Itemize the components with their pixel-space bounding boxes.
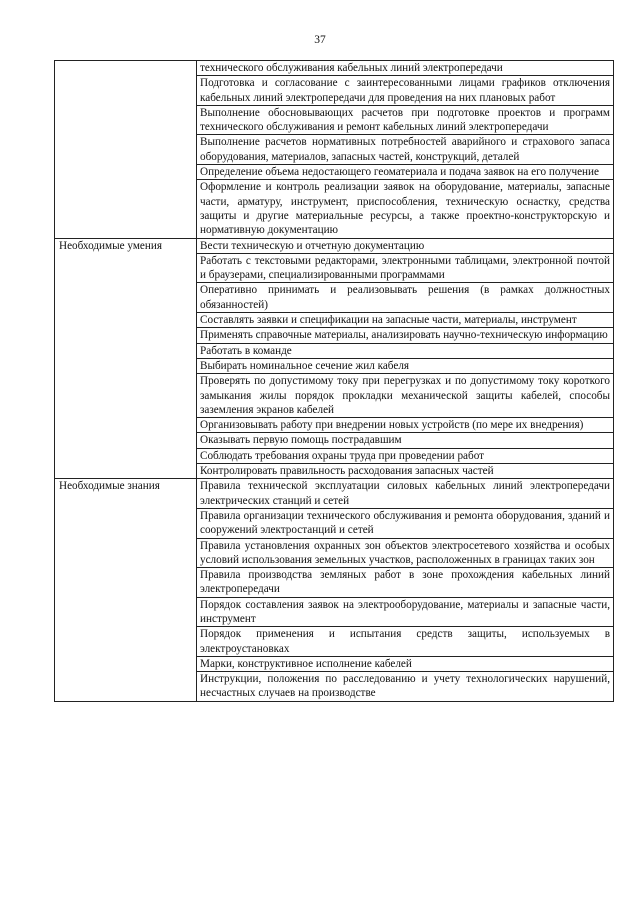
table-cell: Оформление и контроль реализации заявок на оборудование, материалы, запасные части, арматуру, инструмент, приспособления, техническую оснастку, средства защиты и другие материальные ресурсы, а также проектно-конструкторскую и нормативную документацию	[197, 180, 614, 238]
table-cell: Правила организации технического обслуживания и ремонта оборудования, зданий и сооружений электростанций и сетей	[197, 508, 614, 538]
table-cell: Выполнение обосновывающих расчетов при подготовке проектов и программ технического обслуживания и ремонт кабельных линий электропередачи	[197, 105, 614, 135]
table-row	[55, 135, 614, 165]
table-cell: Оказывать первую помощь пострадавшим	[197, 433, 614, 448]
table-row	[55, 656, 614, 671]
table-row	[55, 253, 614, 283]
table-row	[55, 627, 614, 657]
table-cell: Выбирать номинальное сечение жил кабеля	[197, 358, 614, 373]
table-cell: Марки, конструктивное исполнение кабелей	[197, 656, 614, 671]
table-row	[55, 568, 614, 598]
table-row	[55, 313, 614, 328]
table-cell: Составлять заявки и спецификации на запасные части, материалы, инструмент	[197, 313, 614, 328]
table-row	[55, 448, 614, 463]
table-row	[55, 479, 614, 509]
table-row	[55, 328, 614, 343]
section-label-continued	[55, 61, 197, 76]
table-row	[55, 358, 614, 373]
table-cell: Оперативно принимать и реализовывать решения (в рамках должностных обязанностей)	[197, 283, 614, 313]
table-row	[55, 464, 614, 479]
table-cell: Выполнение расчетов нормативных потребностей аварийного и страхового запаса оборудования, материалов, запасных частей, конструкций, деталей	[197, 135, 614, 165]
table-cell: технического обслуживания кабельных линий электропередачи	[197, 61, 614, 76]
competency-table	[54, 60, 614, 702]
table-cell: Подготовка и согласование с заинтересованными лицами графиков отключения кабельных линий электропередачи для проведения на них плановых работ	[197, 76, 614, 106]
table-cell: Правила установления охранных зон объектов электросетевого хозяйства и особых условий использования земельных участков, расположенных в границах таких зон	[197, 538, 614, 568]
page-number: 37	[314, 34, 326, 46]
table-cell: Проверять по допустимому току при перегрузках и по допустимому току короткого замыкания жилы порядок прокладки механической защиты кабелей, способы заземления экранов кабелей	[197, 374, 614, 418]
table-cell: Инструкции, положения по расследованию и учету технологических нарушений, несчастных случаев на производстве	[197, 672, 614, 702]
table-cell: Правила технической эксплуатации силовых кабельных линий электропередачи электрических станций и сетей	[197, 479, 614, 509]
table-row	[55, 76, 614, 106]
table-row	[55, 238, 614, 253]
table-row	[55, 343, 614, 358]
table-row	[55, 597, 614, 627]
table-row	[55, 165, 614, 180]
table-row	[55, 538, 614, 568]
table-row	[55, 418, 614, 433]
table-row	[55, 283, 614, 313]
table-row	[55, 105, 614, 135]
table-cell: Порядок составления заявок на электрооборудование, материалы и запасные части, инструмент	[197, 597, 614, 627]
table-cell: Соблюдать требования охраны труда при проведении работ	[197, 448, 614, 463]
table-row	[55, 508, 614, 538]
table-row	[55, 672, 614, 702]
table-cell: Работать в команде	[197, 343, 614, 358]
table-row	[55, 180, 614, 238]
table-row	[55, 61, 614, 76]
table-cell: Работать с текстовыми редакторами, электронными таблицами, электронной почтой и браузерами, специализированными программами	[197, 253, 614, 283]
table-cell: Контролировать правильность расходования запасных частей	[197, 464, 614, 479]
table-cell: Правила производства земляных работ в зоне прохождения кабельных линий электропередачи	[197, 568, 614, 598]
table-cell: Организовывать работу при внедрении новых устройств (по мере их внедрения)	[197, 418, 614, 433]
table-cell: Порядок применения и испытания средств защиты, используемых в электроустановках	[197, 627, 614, 657]
table-cell: Вести техническую и отчетную документацию	[197, 238, 614, 253]
table-cell: Определение объема недостающего геоматериала и подача заявок на его получение	[197, 165, 614, 180]
table-row	[55, 374, 614, 418]
section-label-knowledge: Необходимые знания	[55, 479, 197, 509]
table-cell: Применять справочные материалы, анализировать научно-техническую информацию	[197, 328, 614, 343]
table-row	[55, 433, 614, 448]
section-label-skills: Необходимые умения	[55, 238, 197, 253]
